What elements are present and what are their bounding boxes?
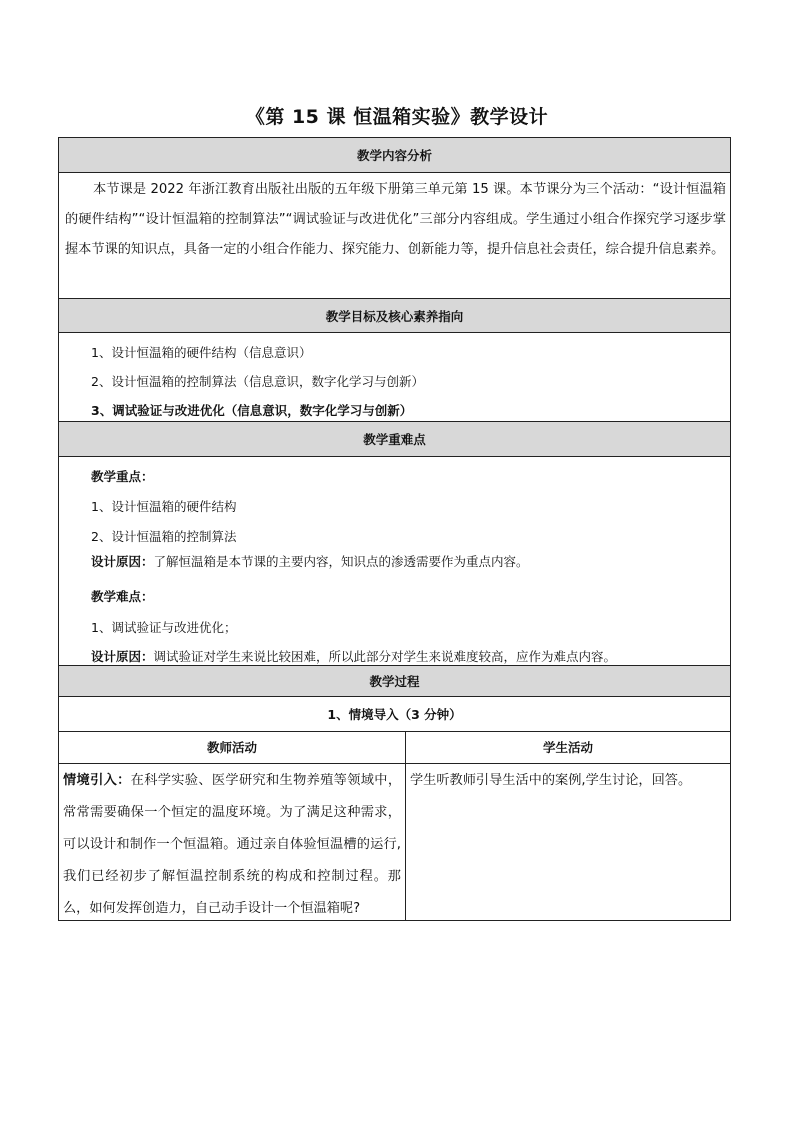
focus-reason-label: 设计原因： xyxy=(91,554,154,569)
teacher-activity-label: 情境引入： xyxy=(63,773,131,788)
difficulty-item-1: 1、调试验证与改进优化； xyxy=(91,620,237,635)
focus-reason xyxy=(91,552,529,570)
key-points-header: 教学重难点 xyxy=(59,422,730,456)
focus-label: 教学重点： xyxy=(91,469,154,484)
focus-item-1: 1、设计恒温箱的硬件结构 xyxy=(91,499,237,514)
step-title: 1、情境导入（3 分钟） xyxy=(327,707,462,722)
content-analysis-header: 教学内容分析 xyxy=(59,138,730,172)
goal-item-3: 3、调试验证与改进优化（信息意识，数字化学习与创新） xyxy=(91,403,413,418)
teacher-activity-header: 教师活动 xyxy=(206,740,257,755)
content-analysis-paragraph: 本节课是 2022 年浙江教育出版社出版的五年级下册第三单元第 15 课。本节课分为三个活动：“设计恒温箱的硬件结构”“设计恒温箱的控制算法”“调试验证与改进优化”三部分内容组成。学生通过小组合作探究学习逐步掌握本节课的知识点，具备一定的小组合作能力、探究能力、创新能力等，提升信息社会责任，综合提升信息素养。 xyxy=(65,182,726,257)
goal-item-1: 1、设计恒温箱的硬件结构（信息意识） xyxy=(91,345,312,360)
focus-reason-text: 了解恒温箱是本节课的主要内容，知识点的渗透需要作为重点内容。 xyxy=(153,554,529,569)
document-title: 《第 15 课 恒温箱实验》教学设计 xyxy=(245,106,549,128)
student-activity-text: 学生听教师引导生活中的案例,学生讨论，回答。 xyxy=(410,773,692,788)
difficulty-reason-label: 设计原因： xyxy=(91,649,154,664)
difficulty-reason xyxy=(91,647,616,665)
student-activity-header: 学生活动 xyxy=(542,740,593,755)
focus-item-2: 2、设计恒温箱的控制算法 xyxy=(91,529,237,544)
difficulty-reason-text: 调试验证对学生来说比较困难，所以此部分对学生来说难度较高，应作为难点内容。 xyxy=(153,649,617,664)
teacher-activity-text xyxy=(59,765,405,925)
goal-item-2: 2、设计恒温箱的控制算法（信息意识，数字化学习与创新） xyxy=(91,374,424,389)
goals-header: 教学目标及核心素养指向 xyxy=(59,299,730,332)
difficulty-label: 教学难点： xyxy=(91,589,154,604)
process-header: 教学过程 xyxy=(59,666,730,696)
teacher-activity-body: 在科学实验、医学研究和生物养殖等领域中，常常需要确保一个恒定的温度环境。为了满足这种需求，可以设计和制作一个恒温箱。通过亲自体验恒温槽的运行,我们已经初步了解恒温控制系统的构成和控制过程。那么，如何发挥创造力，自己动手设计一个恒温箱呢? xyxy=(63,773,402,916)
lesson-table xyxy=(58,137,731,921)
